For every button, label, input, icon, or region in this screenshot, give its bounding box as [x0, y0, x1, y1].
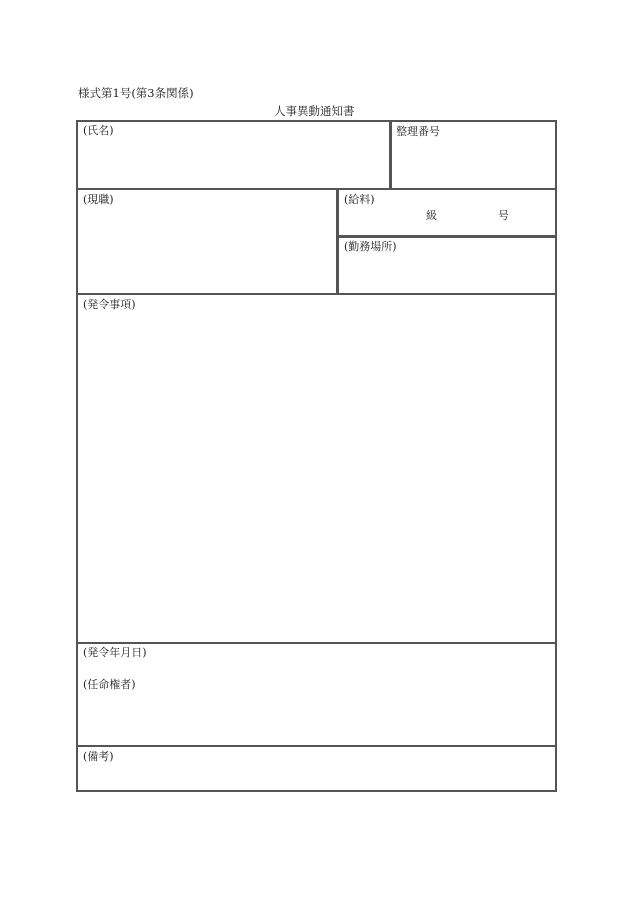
salary-label: (給料)	[344, 193, 375, 206]
workplace-label: (勤務場所)	[344, 240, 397, 253]
remarks-label: (備考)	[83, 750, 114, 763]
grade-label: 級	[426, 209, 437, 222]
current-post-label: (現職)	[83, 193, 114, 206]
appointing-authority-label: (任命権者)	[83, 678, 136, 691]
salary-cell	[336, 188, 557, 238]
serial-number-cell	[389, 120, 557, 190]
form-title: 人事異動通知書	[274, 104, 355, 118]
order-items-cell	[76, 293, 557, 644]
order-items-label: (発令事項)	[83, 298, 136, 311]
order-date-cell	[76, 642, 557, 747]
remarks-cell	[76, 745, 557, 792]
order-date-label: (発令年月日)	[83, 646, 147, 659]
form-number: 様式第1号(第3条関係)	[78, 86, 194, 100]
workplace-cell	[336, 235, 557, 295]
name-label: (氏名)	[83, 124, 114, 137]
step-label: 号	[498, 209, 509, 222]
current-post-cell	[76, 188, 339, 295]
serial-number-label: 整理番号	[396, 125, 440, 138]
name-cell	[76, 120, 392, 190]
